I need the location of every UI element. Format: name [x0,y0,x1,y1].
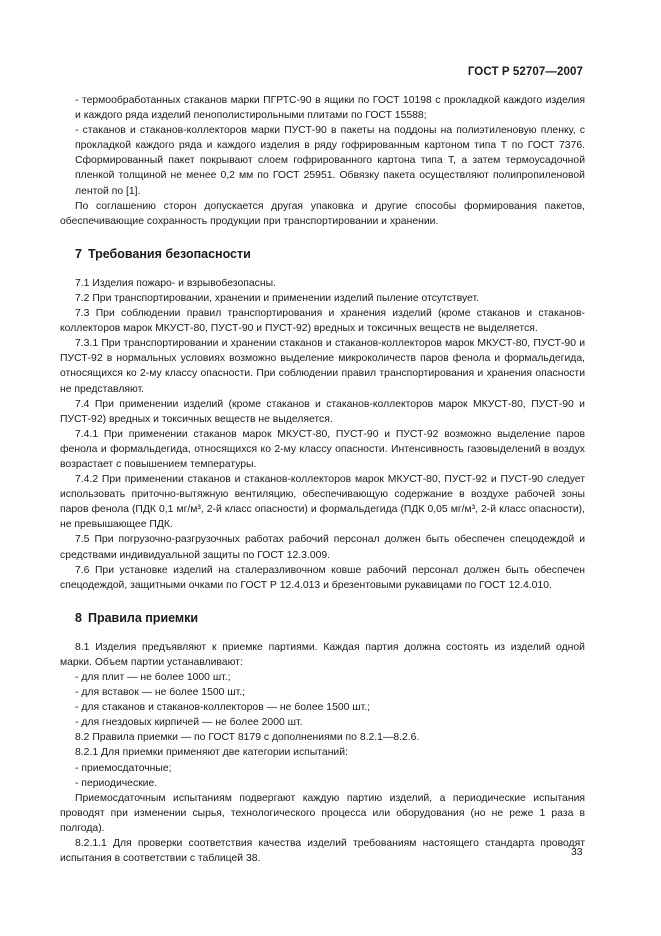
document-header: ГОСТ Р 52707—2007 [467,66,583,78]
page-body [60,93,585,866]
clause-8-2-1: 8.2.1 Для приемки применяют две категории испытаний: [75,747,348,759]
clause-7-5: 7.5 При погрузочно-разгрузочных работах рабочий персонал должен быть обеспечен спецодеждой и средствами индивидуальной защиты по ГОСТ 12.3.009. [60,534,585,561]
section-8-heading [60,610,585,626]
section-7-title: Требования безопасности [87,246,251,261]
tests-paragraph: Приемосдаточным испытаниям подвергают каждую партию изделий, а периодические испытания проводят при изменении сырья, технологического процесса или оборудования (но не реже 1 раза в полгода). [60,792,585,834]
section-8-title: Правила приемки [87,610,199,625]
packing-item-pgrts: - термообработанных стаканов марки ПГРТС-90 в ящики по ГОСТ 10198 с прокладкой каждого изделия и каждого ряда изделий пенополистирольными плитами по ГОСТ 15588; [75,95,585,122]
clause-7-4: 7.4 При применении изделий (кроме стаканов и стаканов-коллекторов марок МКУСТ-80, ПУСТ-90 и ПУСТ-92) вредных и токсичных веществ не выделяется. [60,398,585,425]
clause-7-2: 7.2 При транспортировании, хранении и применении изделий пыление отсутствует. [75,292,479,304]
packing-item-pust: - стаканов и стаканов-коллекторов марки ПУСТ-90 в пакеты на поддоны на полиэтиленовую пленку, с прокладкой каждого ряда и каждого изделия в ряду гофрированным картоном типа Т по ГОСТ 7376. Сформированный пакет покрывают слоем гофрированного картона типа Т, а затем термоусадочной пленкой толщиной не менее 0,2 мм по ГОСТ 25951. Обвязку пакета осуществляют полипропиленовой лентой по [1]. [75,125,585,197]
clause-8-2-1-1: 8.2.1.1 Для проверки соответствия качества изделий требованиям настоящего стандарта проводят испытания в соответствии с таблицей 38. [60,838,585,865]
section-8-number: 8 [75,610,82,625]
clause-7-4-1: 7.4.1 При применении стаканов марок МКУСТ-80, ПУСТ-90 и ПУСТ-92 возможно выделение паров фенола и формальдегида, относящихся ко 2-му классу опасности. Интенсивность газовыделений в воздух возрастает с повышением температуры. [60,428,585,470]
test-item-periodic: - периодические. [75,777,158,789]
clause-7-1: 7.1 Изделия пожаро- и взрывобезопасны. [75,277,276,289]
clause-8-2: 8.2 Правила приемки — по ГОСТ 8179 с дополнениями по 8.2.1—8.2.6. [75,732,420,744]
clause-7-3-1: 7.3.1 При транспортировании и хранении стаканов и стаканов-коллекторов марок МКУСТ-80, ПУСТ-90 и ПУСТ-92 в нормальных условиях возможно выделение микроколичеств паров фенола и формальдегида, относящихся ко 2-му классу опасности. При соблюдении правил транспортирования и хранения опасности не представляют. [60,338,585,395]
batch-item-cups: - для стаканов и стаканов-коллекторов — не более 1500 шт.; [75,702,371,714]
section-7-number: 7 [75,246,82,261]
clause-7-4-2: 7.4.2 При применении стаканов и стаканов-коллекторов марок МКУСТ-80, ПУСТ-92 и ПУСТ-90 следует использовать приточно-вытяжную вентиляцию, обеспечивающую содержание в воздухе рабочей зоны паров фенола (ПДК 0,1 мг/м³, 2-й класс опасности) и формальдегида (ПДК 0,05 мг/м³, 2-й класс опасности), не превышающее ПДК. [60,474,585,531]
batch-item-bricks: - для гнездовых кирпичей — не более 2000 шт. [75,717,303,729]
section-7-heading [60,246,585,262]
clause-8-1: 8.1 Изделия предъявляют к приемке партиями. Каждая партия должна состоять из изделий одной марки. Объем партии устанавливают: [60,641,585,668]
batch-item-inserts: - для вставок — не более 1500 шт.; [75,687,246,699]
test-item-acceptance: - приемосдаточные; [75,762,172,774]
clause-7-3: 7.3 При соблюдении правил транспортирования и хранения изделий (кроме стаканов и стаканов-коллекторов марок МКУСТ-80, ПУСТ-90 и ПУСТ-92) вредных и токсичных веществ не выделяется. [60,308,585,335]
packing-agreement-paragraph: По соглашению сторон допускается другая упаковка и другие способы формирования пакетов, обеспечивающие сохранность продукции при транспортировании и хранении. [60,200,585,227]
clause-7-6: 7.6 При установке изделий на сталеразливочном ковше рабочий персонал должен быть обеспечен спецодеждой, защитными очками по ГОСТ Р 12.4.013 и брезентовыми рукавицами по ГОСТ 12.4.010. [60,564,585,591]
batch-item-plates: - для плит — не более 1000 шт.; [75,672,231,683]
page-number: 33 [571,847,583,858]
